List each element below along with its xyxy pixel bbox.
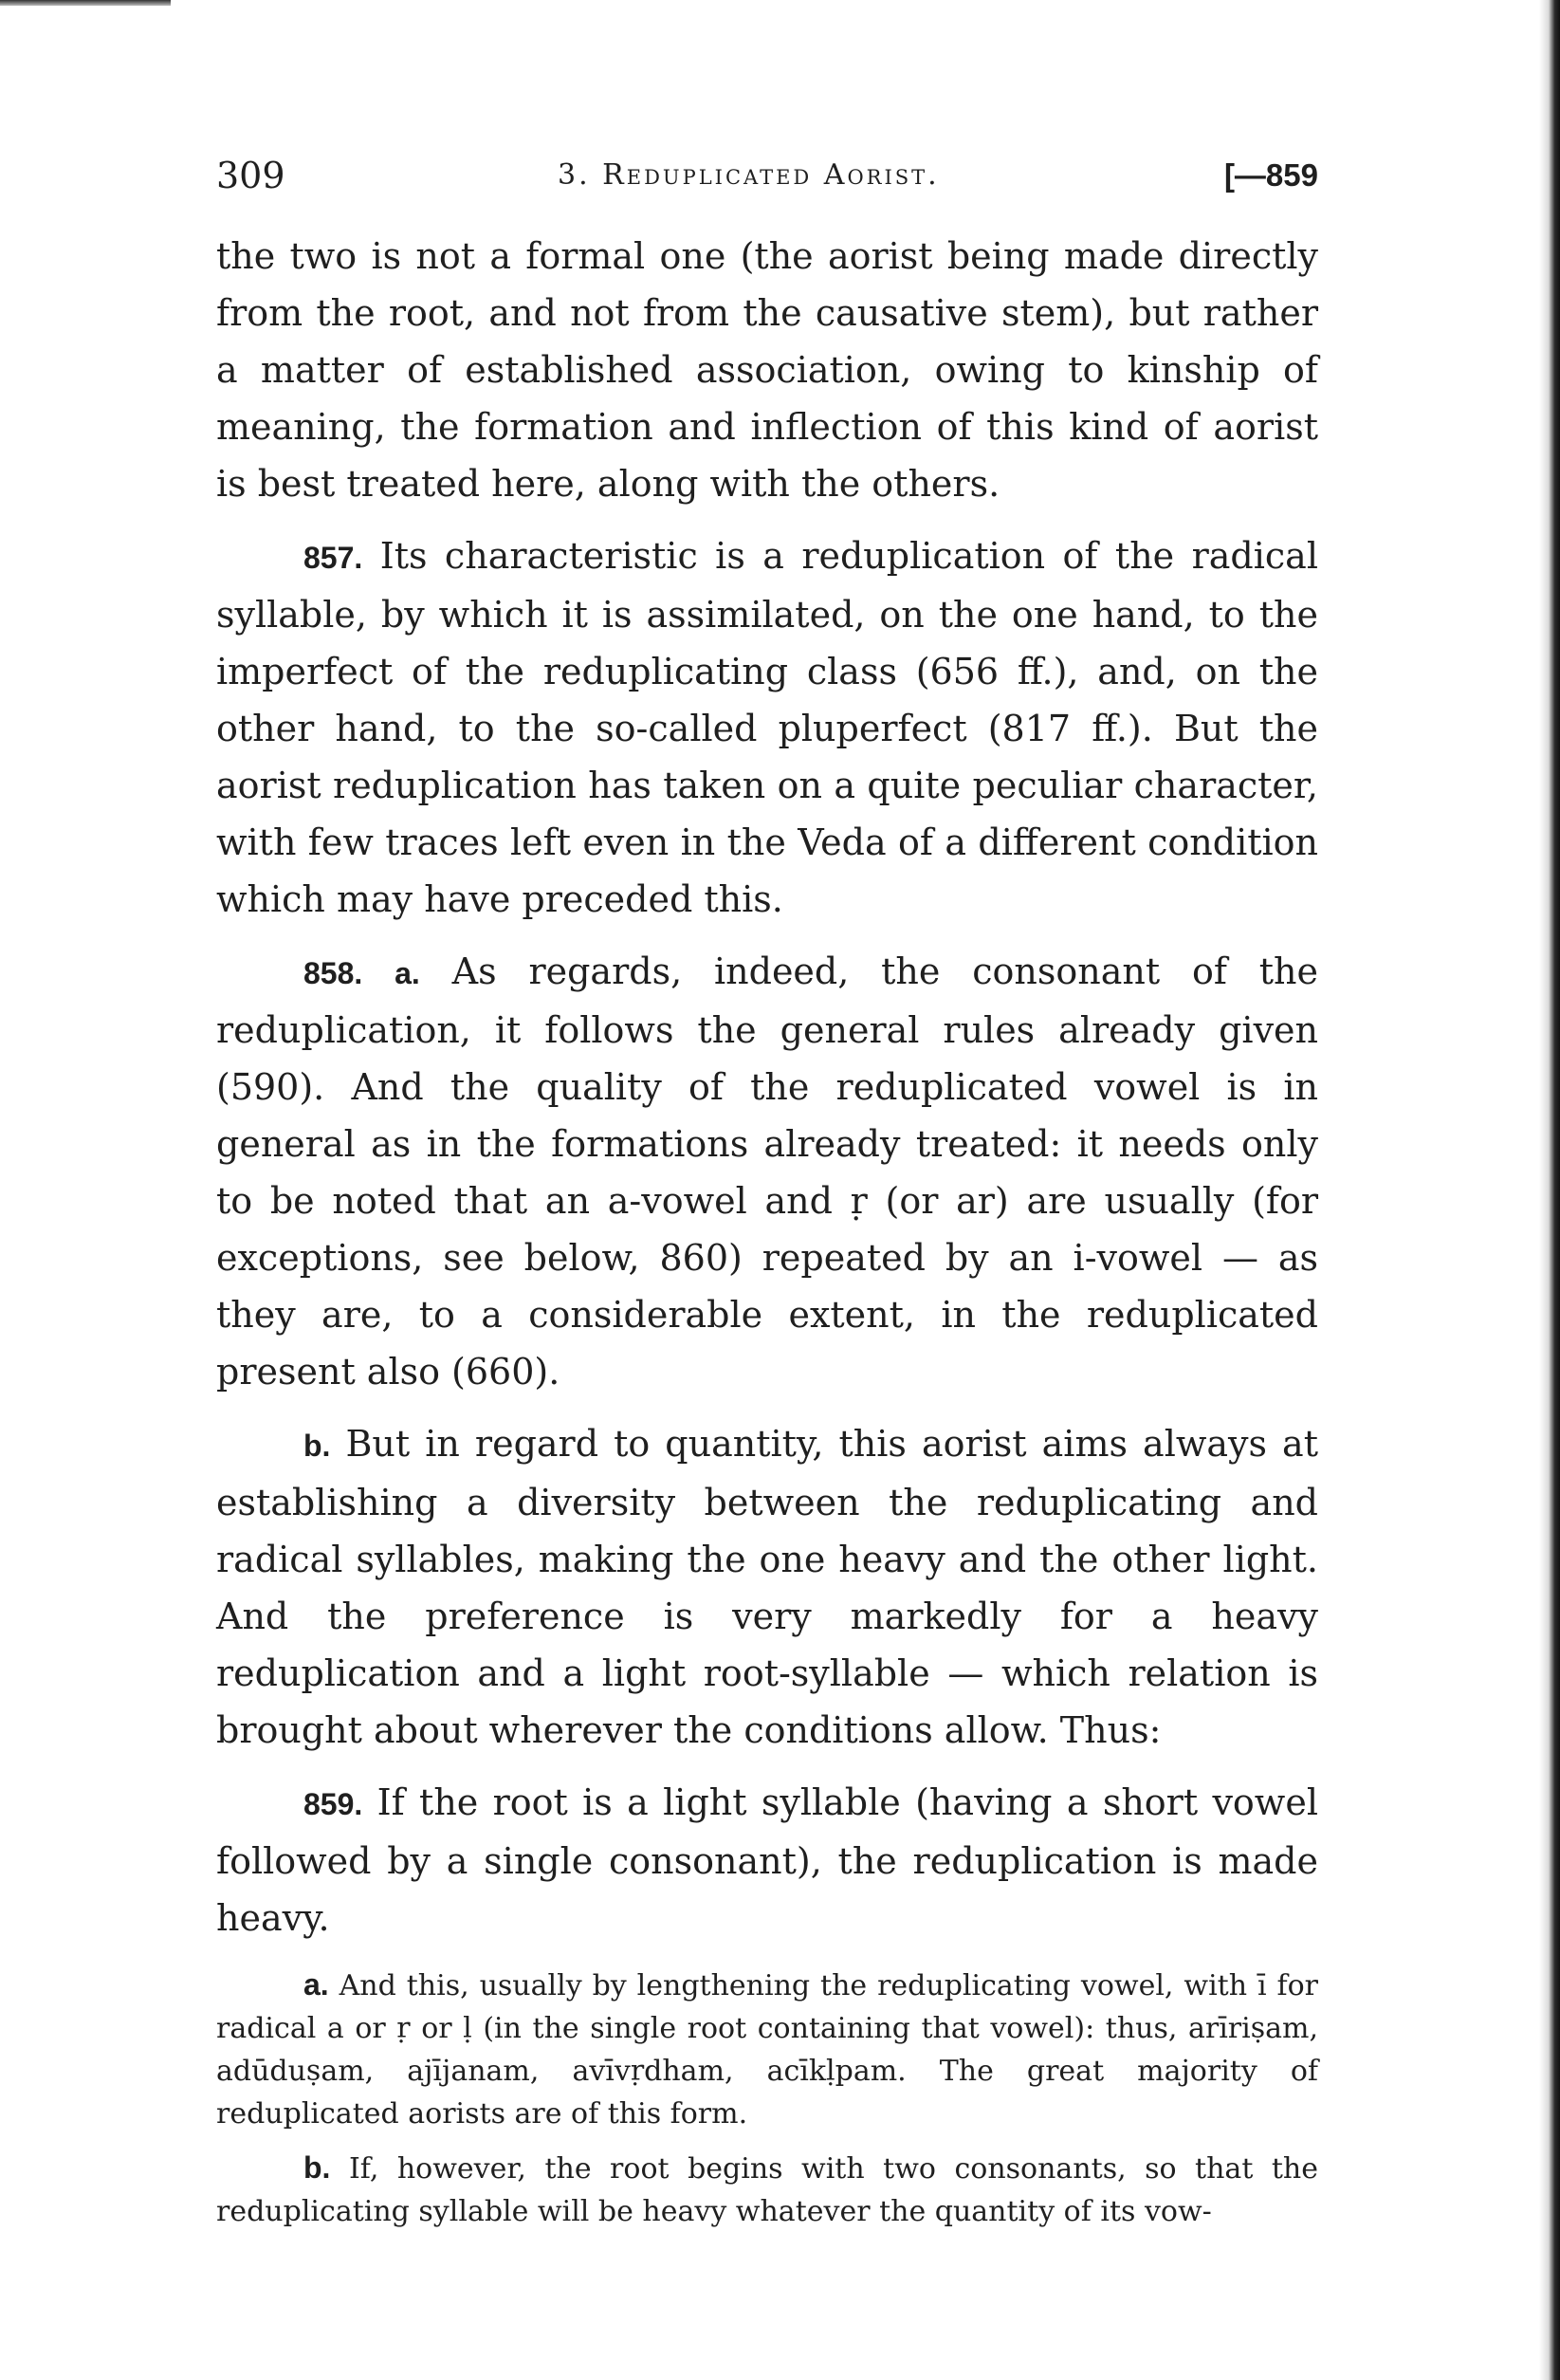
- section-number: 857.: [303, 541, 363, 575]
- section-858b: [216, 1415, 1318, 1759]
- section-text: Its characteristic is a reduplication of the radical syllable, by which it is assimilated, on the one hand, to the imperfect of the reduplicating class (656 ff.), and, on the other hand, to the so-called pluperfect (817 ff.). But the aorist reduplication has taken on a quite peculiar character, with few traces left even in the Veda of a different condition which may have preceded this.: [216, 535, 1318, 920]
- scan-binding-edge: [1539, 0, 1560, 2380]
- scan-top-edge: [0, 0, 171, 6]
- section-text: And this, usually by lengthening the reduplicating vowel, with ī for radical a or ṛ or ḷ (in the single root containing that vowel): thus, arīriṣam, adūduṣam, ajījanam, avīvṛdham, acīkḷpam. The great majority of reduplicated aorists are of this form.: [216, 1969, 1318, 2131]
- section-text: As regards, indeed, the consonant of the reduplication, it follows the general rules already given (590). And the quality of the reduplicated vowel is in general as in the formations already treated: it needs only to be noted that an a-vowel and ṛ (or ar) are usually (for exceptions, see below, 860) repeated by an i-vowel — as they are, to a considerable extent, in the reduplicated present also (660).: [216, 950, 1318, 1393]
- section-text: If, however, the root begins with two consonants, so that the reduplicating syllable will be heavy whatever the quantity of its vow-: [216, 2152, 1318, 2228]
- subsection-label: a.: [395, 956, 420, 990]
- section-859a: [216, 1964, 1318, 2135]
- chapter-title: 3. Reduplicated Aorist.: [558, 158, 940, 192]
- book-page: [216, 142, 1318, 2233]
- section-text: But in regard to quantity, this aorist aims always at establishing a diversity between the reduplicating and radical syllables, making the one heavy and the other light. And the preference is very markedly for a heavy reduplication and a light root-syllable — which relation is brought about wherever the conditions allow. Thus:: [216, 1423, 1318, 1751]
- section-text: If the root is a light syllable (having a short vowel followed by a single consonant), the reduplication is made heavy.: [216, 1781, 1318, 1939]
- page-number: 309: [216, 155, 285, 196]
- running-head: [216, 142, 1318, 209]
- section-858a: [216, 943, 1318, 1400]
- continued-paragraph: the two is not a formal one (the aorist being made directly from the root, and not from the causative stem), but rather a matter of established association, owing to kinship of meaning, the formation and inflection of this kind of aorist is best treated here, along with the others.: [216, 235, 1318, 505]
- section-number: 859.: [303, 1787, 363, 1821]
- section-859: [216, 1774, 1318, 1946]
- subsection-label: b.: [303, 1429, 331, 1463]
- section-reference: [—859: [1223, 157, 1318, 193]
- section-number: 858.: [303, 956, 363, 990]
- section-859b: [216, 2147, 1318, 2233]
- section-857: [216, 527, 1318, 928]
- subsection-label: a.: [303, 1967, 329, 2002]
- subsection-label: b.: [303, 2150, 331, 2185]
